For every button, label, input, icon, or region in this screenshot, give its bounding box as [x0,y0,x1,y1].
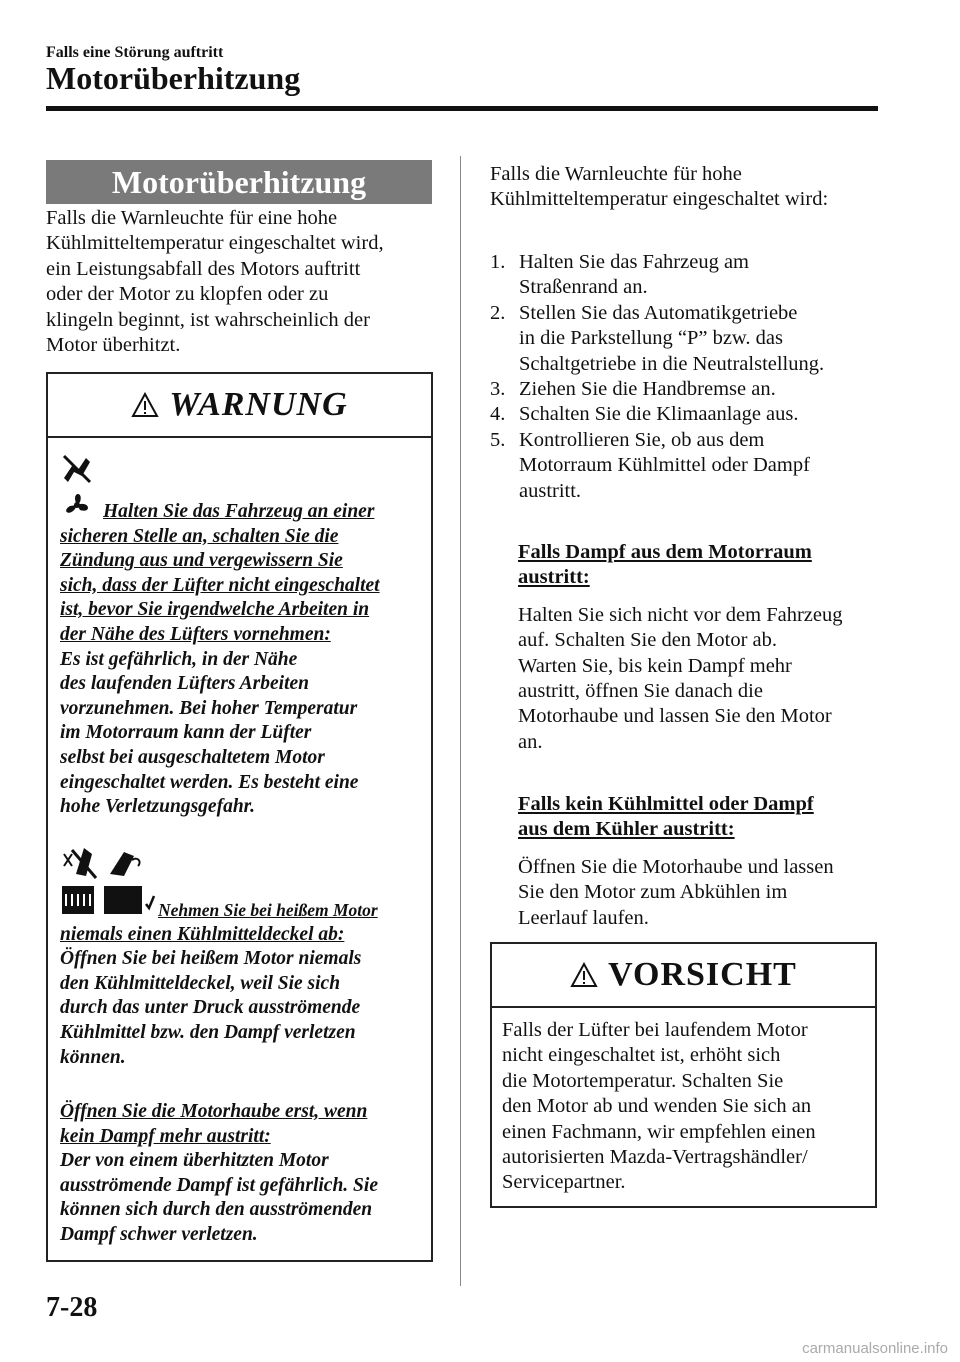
warning-body-line: vorzunehmen. Bei hoher Temperatur [60,697,358,719]
text-line: die Motortemperatur. Schalten Sie [502,1069,784,1092]
header-rule [46,106,878,111]
text-line: austritt, öffnen Sie danach die [518,680,763,703]
watermark: carmanualsonline.info [802,1340,948,1357]
coolant-cap-warning [60,898,432,1070]
step-line: Kontrollieren Sie, ob aus dem [519,428,765,451]
warning-body-line: des laufenden Lüfters Arbeiten [60,673,309,695]
right-intro [490,162,870,213]
list-item [490,301,875,377]
warning-body-line: Kühlmittel bzw. den Dampf verletzen [60,1021,356,1043]
text-line: Halten Sie sich nicht vor dem Fahrzeug [518,603,843,626]
step-line: Straßenrand an. [519,276,648,299]
text-line: oder der Motor zu klopfen oder zu [46,283,329,306]
text-line: Motorhaube und lassen Sie den Motor [518,705,832,728]
warning-box [46,372,433,1262]
warning-body-line: Öffnen Sie bei heißem Motor niemals [60,948,362,970]
warning-title-line: sicheren Stelle an, schalten Sie die [60,525,339,547]
subsection-title-line: aus dem Kühler austritt: [518,818,735,841]
intro-paragraph [46,206,436,358]
text-line: nicht eingeschaltet ist, erhöht sich [502,1044,781,1067]
warning-title-line: der Nähe des Lüfters vornehmen: [60,623,331,645]
step-line: Ziehen Sie die Handbremse an. [519,378,776,401]
caution-heading: VORSICHT [608,956,797,993]
warning-title-line: sich, dass der Lüfter nicht eingeschaltet [60,574,380,596]
text-line: Kühlmitteltemperatur eingeschaltet wird, [46,232,384,255]
text-line: Sie den Motor zum Abkühlen im [518,881,788,904]
subsection-title-line: Falls kein Kühlmittel oder Dampf [518,793,814,815]
text-line: den Motor ab und wenden Sie sich an [502,1095,812,1118]
step-list [490,250,875,504]
warning-body-line: eingeschaltet werden. Es besteht eine [60,771,359,793]
text-line: Öffnen Sie die Motorhaube und lassen [518,855,834,878]
section-banner: Motorüberhitzung [46,160,432,204]
warning-body-line: können. [60,1046,126,1068]
text-line: Motor überhitzt. [46,334,181,357]
list-item [490,377,875,402]
step-line: Schaltgetriebe in die Neutralstellung. [519,352,825,375]
text-line: auf. Schalten Sie den Motor ab. [518,629,778,652]
page-title: Motorüberhitzung [46,60,301,96]
text-line: Falls die Warnleuchte für hohe [490,163,742,185]
text-line: Falls der Lüfter bei laufendem Motor [502,1019,808,1041]
warning-title-line: Zündung aus und vergewissern Sie [60,550,343,572]
step-number: 1. [490,251,506,273]
text-line: Warten Sie, bis kein Dampf mehr [518,654,792,677]
steam-section [518,540,878,755]
warning-title-line: ist, bevor Sie irgendwelche Arbeiten in [60,599,370,621]
warning-title-line: Öffnen Sie die Motorhaube erst, wenn [60,1101,368,1122]
no-hand-icon [60,452,94,486]
subsection-title-line: Falls Dampf aus dem Motorraum [518,541,812,563]
step-line: in die Parkstellung “P” bzw. das [519,327,783,350]
fan-warning [60,500,432,820]
warning-body-line: können sich durch den ausströmenden [60,1199,373,1221]
step-number: 3. [490,378,506,401]
step-number: 4. [490,403,506,426]
step-number: 2. [490,301,506,324]
warning-title-line: Nehmen Sie bei heißem Motor [158,900,378,920]
list-item [490,250,875,301]
text-line: Kühlmitteltemperatur eingeschaltet wird: [490,188,829,211]
warning-title-line: Halten Sie das Fahrzeug an einer [103,501,375,522]
caution-header [492,944,875,1008]
text-line: klingeln beginnt, ist wahrscheinlich der [46,308,370,331]
step-line: Stellen Sie das Automatikgetriebe [519,301,798,324]
warning-title-line: kein Dampf mehr austritt: [60,1125,271,1147]
caution-triangle-icon [570,962,598,988]
warning-body-line: Es ist gefährlich, in der Nähe [60,648,298,670]
text-line: an. [518,730,543,753]
warning-body-line: Dampf schwer verletzen. [60,1223,258,1245]
text-line: Servicepartner. [502,1171,626,1194]
column-divider [460,156,461,1286]
text-line: Falls die Warnleuchte für eine hohe [46,207,338,229]
caution-text [502,1018,862,1196]
warning-triangle-icon [131,392,159,418]
list-item [490,428,875,504]
caution-box [490,942,877,1208]
warning-title-line: niemals einen Kühlmitteldeckel ab: [60,923,345,945]
step-line: Halten Sie das Fahrzeug am [519,251,749,273]
warning-body-line: hohe Verletzungsgefahr. [60,796,256,818]
text-line: Leerlauf laufen. [518,906,649,929]
warning-body-line: durch das unter Druck ausströmende [60,997,361,1019]
text-line: autorisierten Mazda-Vertragshändler/ [502,1146,808,1169]
text-line: ein Leistungsabfall des Motors auftritt [46,257,361,280]
warning-body-line: den Kühlmitteldeckel, weil Sie sich [60,972,341,994]
warning-body-line: selbst bei ausgeschaltetem Motor [60,746,325,768]
warning-header [48,374,431,438]
section-label: Falls eine Störung auftritt [46,44,224,61]
page-number: 7-28 [46,1292,98,1323]
hood-warning [60,1100,432,1248]
warning-heading: WARNUNG [169,386,348,423]
no-steam-section [518,792,878,931]
warning-body-line: ausströmende Dampf ist gefährlich. Sie [60,1174,378,1196]
step-number: 5. [490,428,506,451]
warning-body-line: Der von einem überhitzten Motor [60,1150,329,1172]
subsection-title-line: austritt: [518,566,590,589]
list-item [490,402,875,427]
warning-body-line: im Motorraum kann der Lüfter [60,722,312,744]
step-line: Motorraum Kühlmittel oder Dampf [519,454,810,477]
text-line: einen Fachmann, wir empfehlen einen [502,1120,816,1143]
step-line: Schalten Sie die Klimaanlage aus. [519,403,799,426]
step-line: austritt. [519,479,582,502]
